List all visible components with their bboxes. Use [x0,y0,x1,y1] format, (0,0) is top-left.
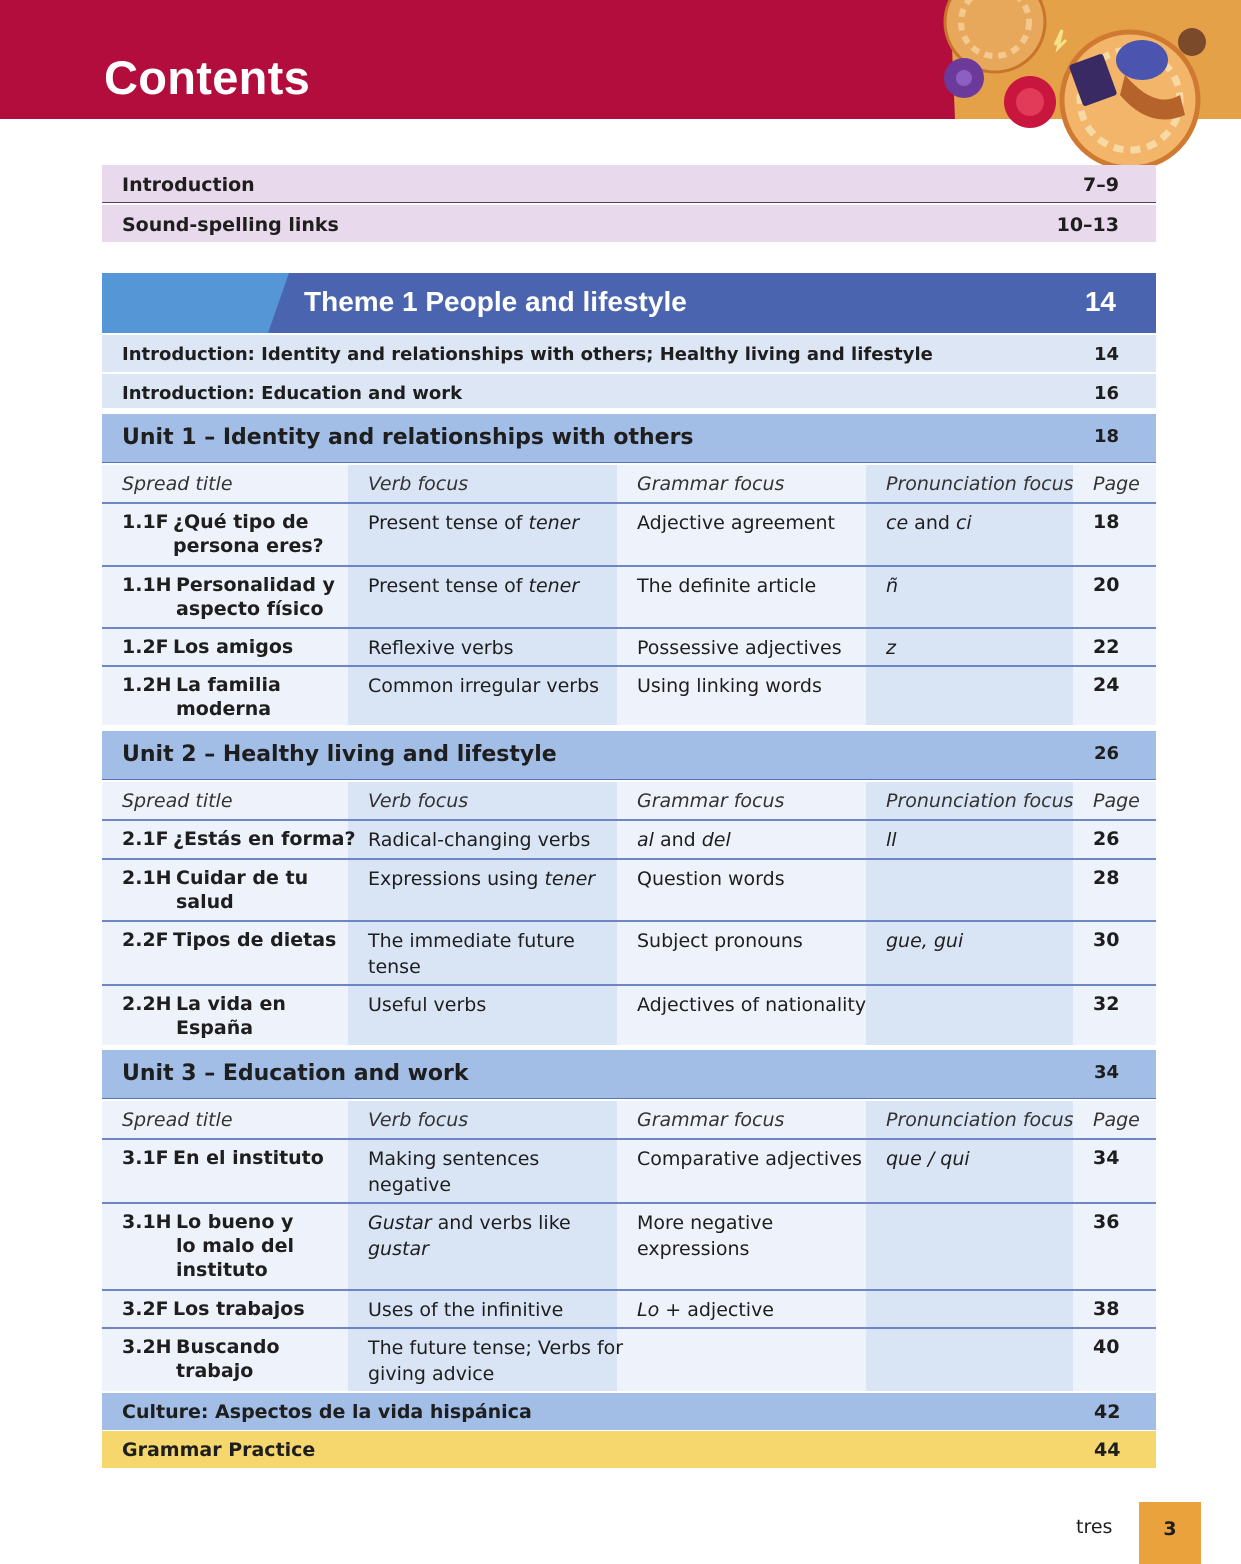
spread-title: Tipos de dietas [173,929,337,951]
grammar-focus: More negative expressions [637,1212,774,1260]
spread-code: 3.2F [122,1298,169,1320]
header-illustration [930,0,1241,170]
grammar-focus: Lo + adjective [637,1299,774,1321]
grammar-focus: Adjectives of nationality [637,994,867,1016]
unit-header[interactable] [102,731,1156,780]
grammar-focus: Using linking words [637,675,822,697]
spread-title: España [176,1017,254,1039]
unit-header[interactable] [102,1050,1156,1099]
column-header: Page [1093,473,1140,495]
unit-page: 26 [1094,743,1120,764]
grammar-practice-row[interactable] [102,1431,1156,1468]
row-page: 26 [1093,828,1120,850]
pronunciation-focus: ll [886,829,897,851]
row-page: 28 [1093,867,1120,889]
grammar-practice-page: 44 [1094,1439,1121,1461]
row-page: 20 [1093,574,1120,596]
unit-page: 18 [1094,426,1120,447]
culture-label: Culture: Aspectos de la vida hispánica [122,1401,532,1423]
verb-focus: Useful verbs [368,994,487,1016]
spread-title: instituto [176,1259,268,1281]
verb-focus: Radical-changing verbs [368,829,591,851]
page-number: 3 [1163,1518,1177,1540]
pronunciation-focus: ñ [886,575,899,597]
row-page: 38 [1093,1298,1120,1320]
spread-title: Lo bueno y [176,1211,294,1233]
row-page: 36 [1093,1211,1120,1233]
row-page: 32 [1093,993,1120,1015]
spread-title: trabajo [176,1360,254,1382]
page-number-box [1139,1502,1201,1564]
spread-code: 2.2F [122,929,169,951]
spread-code: 3.1F [122,1147,169,1169]
theme-header[interactable] [102,273,1156,333]
verb-focus: Gustar and verbs like gustar [368,1212,571,1260]
unit-title: Unit 2 – Healthy living and lifestyle [122,742,557,767]
grammar-practice-label: Grammar Practice [122,1439,316,1461]
column-header: Verb focus [368,1109,469,1131]
spread-code: 1.1H [122,574,172,596]
verb-focus: The immediate future tense [368,930,575,978]
spread-title: persona eres? [173,535,324,557]
pronunciation-focus: ce and ci [886,512,972,534]
theme-page: 14 [1084,286,1116,317]
spread-title: Buscando [176,1336,280,1358]
grammar-focus: Possessive adjectives [637,637,842,659]
column-header: Grammar focus [637,790,785,812]
spread-title: En el instituto [173,1147,324,1169]
spread-title: aspecto físico [176,598,324,620]
intro-row-sound-spelling[interactable] [102,205,1156,242]
spread-code: 1.2H [122,674,172,696]
spread-title: Personalidad y [176,574,335,596]
verb-focus: Present tense of tener [368,575,580,597]
spread-code: 2.1F [122,828,169,850]
verb-focus: Uses of the infinitive [368,1299,564,1321]
column-header: Pronunciation focus [886,790,1074,812]
theme-tab-accent [102,273,292,333]
theme-intro-row[interactable] [102,374,1156,408]
spread-title: La vida en [176,993,286,1015]
spread-title: Los trabajos [173,1298,305,1320]
verb-focus: Making sentences negative [368,1148,540,1196]
spread-title: lo malo del [176,1235,294,1257]
culture-row[interactable] [102,1393,1156,1430]
spread-title: moderna [176,698,272,720]
column-header: Page [1093,790,1140,812]
intro-page: 7–9 [1083,174,1119,196]
intro-row-introduction[interactable] [102,165,1156,203]
row-page: 30 [1093,929,1120,951]
column-header: Spread title [122,1109,233,1131]
spread-title: ¿Qué tipo de [173,511,309,533]
column-header: Spread title [122,790,233,812]
spread-code: 1.1F [122,511,169,533]
pronunciation-focus: gue, gui [886,930,964,952]
spread-title: Cuidar de tu [176,867,309,889]
grammar-focus: Adjective agreement [637,512,836,534]
column-header: Verb focus [368,790,469,812]
pronunciation-focus: z [886,637,896,659]
intro-page: 10–13 [1056,214,1119,236]
theme-intro-page: 16 [1094,383,1120,404]
verb-focus: Common irregular verbs [368,675,600,697]
theme-intro-row[interactable] [102,335,1156,372]
grammar-focus: Question words [637,868,785,890]
verb-focus: Present tense of tener [368,512,580,534]
spread-code: 2.1H [122,867,172,889]
spread-code: 2.2H [122,993,172,1015]
grammar-focus: Subject pronouns [637,930,803,952]
unit-title: Unit 3 – Education and work [122,1061,469,1086]
intro-label: Sound-spelling links [122,214,339,236]
column-header: Grammar focus [637,473,785,495]
column-header: Page [1093,1109,1140,1131]
page-number-word: tres [1076,1516,1113,1538]
theme-title: Theme 1 People and lifestyle [304,286,687,317]
row-page: 34 [1093,1147,1120,1169]
theme-intro-page: 14 [1094,344,1120,365]
theme-intro-label: Introduction: Education and work [122,383,463,404]
grammar-focus: al and del [637,829,731,851]
unit-title: Unit 1 – Identity and relationships with others [122,425,694,450]
verb-focus: The future tense; Verbs for giving advice [368,1337,624,1385]
spread-title: ¿Estás en forma? [173,828,356,850]
spread-title: La familia [176,674,281,696]
spread-title: salud [176,891,234,913]
row-page: 40 [1093,1336,1120,1358]
intro-label: Introduction [122,174,255,196]
column-header: Pronunciation focus [886,1109,1074,1131]
spread-title: Los amigos [173,636,294,658]
column-header: Pronunciation focus [886,473,1074,495]
spread-code: 1.2F [122,636,169,658]
grammar-focus: Comparative adjectives [637,1148,862,1170]
unit-page: 34 [1094,1062,1120,1083]
theme-intro-label: Introduction: Identity and relationships with others; Healthy living and lifestyle [122,344,933,365]
verb-focus: Expressions using tener [368,868,596,890]
unit-header[interactable] [102,414,1156,463]
grammar-focus: The definite article [637,575,817,597]
culture-page: 42 [1094,1401,1121,1423]
page-title: Contents [104,51,311,104]
verb-focus: Reflexive verbs [368,637,514,659]
row-page: 22 [1093,636,1120,658]
spread-code: 3.1H [122,1211,172,1233]
column-header: Verb focus [368,473,469,495]
row-page: 24 [1093,674,1120,696]
spread-code: 3.2H [122,1336,172,1358]
pronunciation-focus: que / qui [886,1148,970,1170]
column-header: Spread title [122,473,233,495]
column-header: Grammar focus [637,1109,785,1131]
row-page: 18 [1093,511,1120,533]
